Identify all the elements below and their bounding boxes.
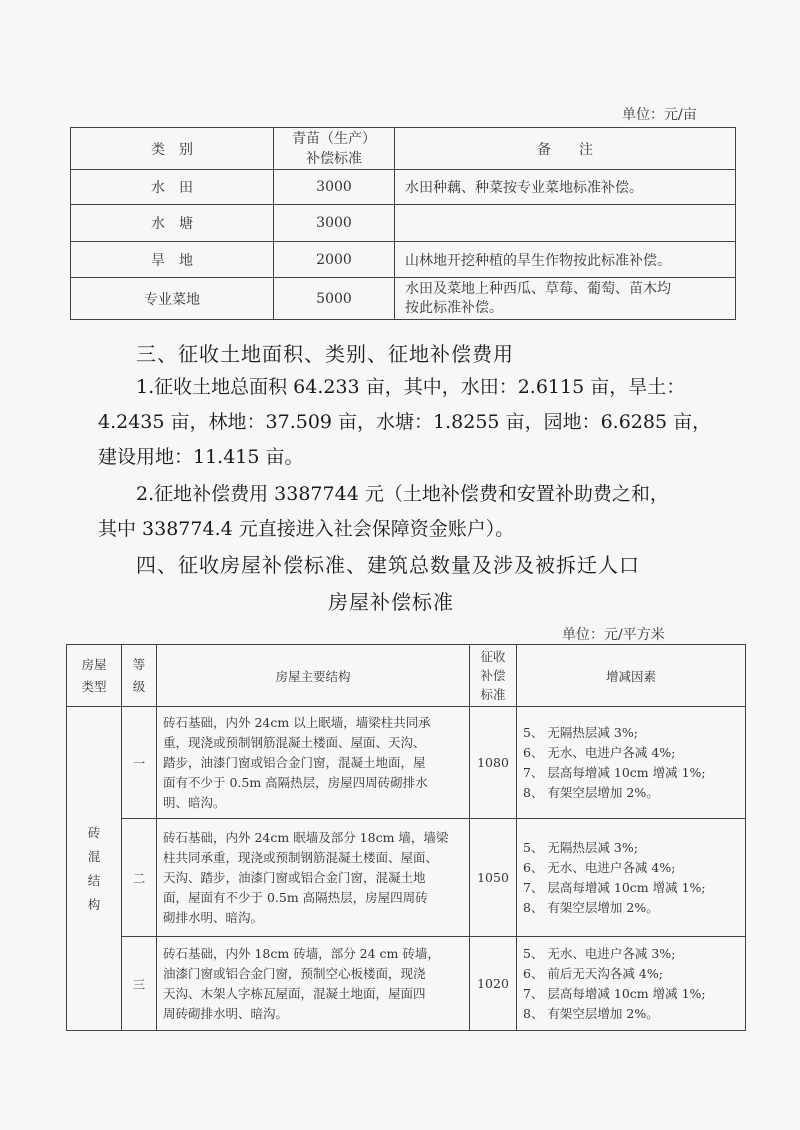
header-line: 标准 — [480, 687, 506, 702]
row-structure — [157, 937, 470, 1031]
factor-line: 6、 无水、电进户各减 4%; — [523, 744, 676, 760]
section4-subtitle: 房屋补偿标准 — [328, 590, 454, 614]
structure-line: 砌排水明、暗沟。 — [163, 909, 264, 925]
header-house-type — [67, 645, 122, 707]
table-header-row — [71, 128, 736, 170]
row-note-line: 水田及菜地上种西瓜、草莓、葡萄、苗木均 — [405, 280, 671, 297]
structure-line: 重，现浇或预制钢筋混凝土楼面、屋面、天沟、 — [163, 734, 426, 750]
row-category: 水 塘 — [71, 205, 274, 242]
row-note — [395, 278, 736, 320]
header-line: 等 — [132, 656, 146, 672]
table-header-row — [67, 645, 746, 707]
header-line: 补偿 — [480, 668, 506, 683]
row-factors — [517, 707, 746, 819]
header-note: 备 注 — [395, 128, 736, 170]
structure-line: 周砖砌排水明、暗沟。 — [163, 1005, 289, 1021]
header-line: 征收 — [480, 649, 506, 664]
row-grade: 一 — [122, 707, 157, 819]
structure-line: 明、暗沟。 — [163, 794, 226, 810]
header-standard — [470, 645, 517, 707]
table-row — [71, 205, 736, 242]
structure-line: 柱共同承重，现浇或预制钢筋混凝土楼面、屋面、 — [163, 849, 439, 865]
factor-line: 5、 无隔热层减 3%; — [523, 724, 638, 740]
row-standard: 1050 — [470, 819, 517, 937]
para-line: 4.2435 亩，林地：37.509 亩，水塘：1.8255 亩，园地：6.6285 亩， — [98, 411, 712, 433]
para-line: 1.征收土地总面积 64.233 亩，其中，水田：2.6115 亩，旱土： — [136, 376, 686, 398]
row-note: 水田种藕、种菜按专业菜地标准补偿。 — [395, 170, 736, 205]
factor-line: 8、 有架空层增加 2%。 — [523, 784, 659, 800]
para-line: 2.征地补偿费用 3387744 元（土地补偿费和安置补助费之和， — [136, 483, 669, 505]
row-factors — [517, 937, 746, 1031]
header-category: 类 别 — [71, 128, 274, 170]
row-value: 3000 — [274, 170, 395, 205]
row-note: 山林地开挖种植的旱生作物按此标准补偿。 — [395, 242, 736, 278]
house-type-char: 构 — [87, 896, 101, 912]
house-type-cell — [67, 707, 122, 1031]
para-line: 其中 338774.4 元直接进入社会保障资金账户）。 — [98, 518, 515, 540]
row-standard: 1020 — [470, 937, 517, 1031]
para-line: 建设用地：11.415 亩。 — [98, 446, 304, 468]
table-row — [71, 278, 736, 320]
header-grade — [122, 645, 157, 707]
structure-line: 砖石基础，内外 24cm 以上眠墙，墙梁柱共同承 — [163, 714, 431, 730]
house-type-char: 混 — [87, 848, 101, 864]
table1-unit: 单位：元/亩 — [622, 107, 697, 123]
header-standard-line2: 补偿标准 — [306, 150, 362, 167]
row-grade: 三 — [122, 937, 157, 1031]
structure-line: 砖石基础，内外 18cm 砖墙，部分 24 cm 砖墙， — [163, 945, 440, 961]
factor-line: 7、 层高每增减 10cm 增减 1%; — [523, 879, 706, 895]
row-note — [395, 205, 736, 242]
table-row — [71, 242, 736, 278]
row-value: 5000 — [274, 278, 395, 320]
table-row — [67, 937, 746, 1031]
structure-line: 天沟、踏步，油漆门窗或铝合金门窗，混凝土地 — [163, 869, 426, 885]
factor-line: 7、 层高每增减 10cm 增减 1%; — [523, 985, 706, 1001]
row-structure — [157, 707, 470, 819]
table-row — [67, 707, 746, 819]
house-type-char: 结 — [87, 872, 101, 888]
header-line: 级 — [132, 678, 146, 694]
row-standard: 1080 — [470, 707, 517, 819]
structure-line: 踏步，油漆门窗或铝合金门窗，混凝土地面，屋 — [163, 754, 426, 770]
factor-line: 8、 有架空层增加 2%。 — [523, 1005, 659, 1021]
row-category: 专业菜地 — [71, 278, 274, 320]
header-factors: 增减因素 — [517, 645, 746, 707]
header-line: 房屋 — [81, 656, 107, 672]
row-grade: 二 — [122, 819, 157, 937]
table-row — [71, 170, 736, 205]
row-value: 3000 — [274, 205, 395, 242]
house-type-char: 砖 — [87, 824, 101, 840]
table2-unit: 单位：元/平方米 — [562, 627, 665, 643]
table-row — [67, 819, 746, 937]
structure-line: 面有不少于 0.5m 高隔热层，房屋四周砖砌排水 — [163, 774, 428, 790]
house-compensation-table — [66, 644, 746, 1031]
factor-line: 5、 无水、电进户各减 3%; — [523, 945, 676, 961]
header-standard-line1: 青苗（生产） — [292, 130, 376, 147]
header-structure: 房屋主要结构 — [157, 645, 470, 707]
factor-line: 5、 无隔热层减 3%; — [523, 839, 638, 855]
section3-para1 — [98, 372, 738, 472]
factor-line: 6、 无水、电进户各减 4%; — [523, 859, 676, 875]
header-line: 类型 — [81, 678, 107, 694]
row-structure — [157, 819, 470, 937]
structure-line: 油漆门窗或铝合金门窗，预制空心板楼面，现浇 — [163, 965, 426, 981]
factor-line: 8、 有架空层增加 2%。 — [523, 899, 659, 915]
row-factors — [517, 819, 746, 937]
factor-line: 6、 前后无天沟各减 4%; — [523, 965, 663, 981]
factor-line: 7、 层高每增减 10cm 增减 1%; — [523, 764, 706, 780]
section4-heading: 四、征收房屋补偿标准、建筑总数量及涉及被拆迁人口 — [136, 553, 640, 577]
row-note-line: 按此标准补偿。 — [405, 299, 503, 316]
structure-line: 砖石基础，内外 24cm 眠墙及部分 18cm 墙，墙梁 — [163, 829, 449, 845]
row-category: 旱 地 — [71, 242, 274, 278]
header-standard — [274, 128, 395, 170]
seedling-compensation-table — [70, 127, 736, 320]
section3-heading: 三、征收土地面积、类别、征地补偿费用 — [136, 342, 514, 366]
structure-line: 天沟、木架人字栋瓦屋面，混凝土地面，屋面四 — [163, 985, 426, 1001]
section3-para2 — [98, 479, 738, 544]
row-category: 水 田 — [71, 170, 274, 205]
row-value: 2000 — [274, 242, 395, 278]
structure-line: 面，屋面有不少于 0.5m 高隔热层，房屋四周砖 — [163, 889, 428, 905]
